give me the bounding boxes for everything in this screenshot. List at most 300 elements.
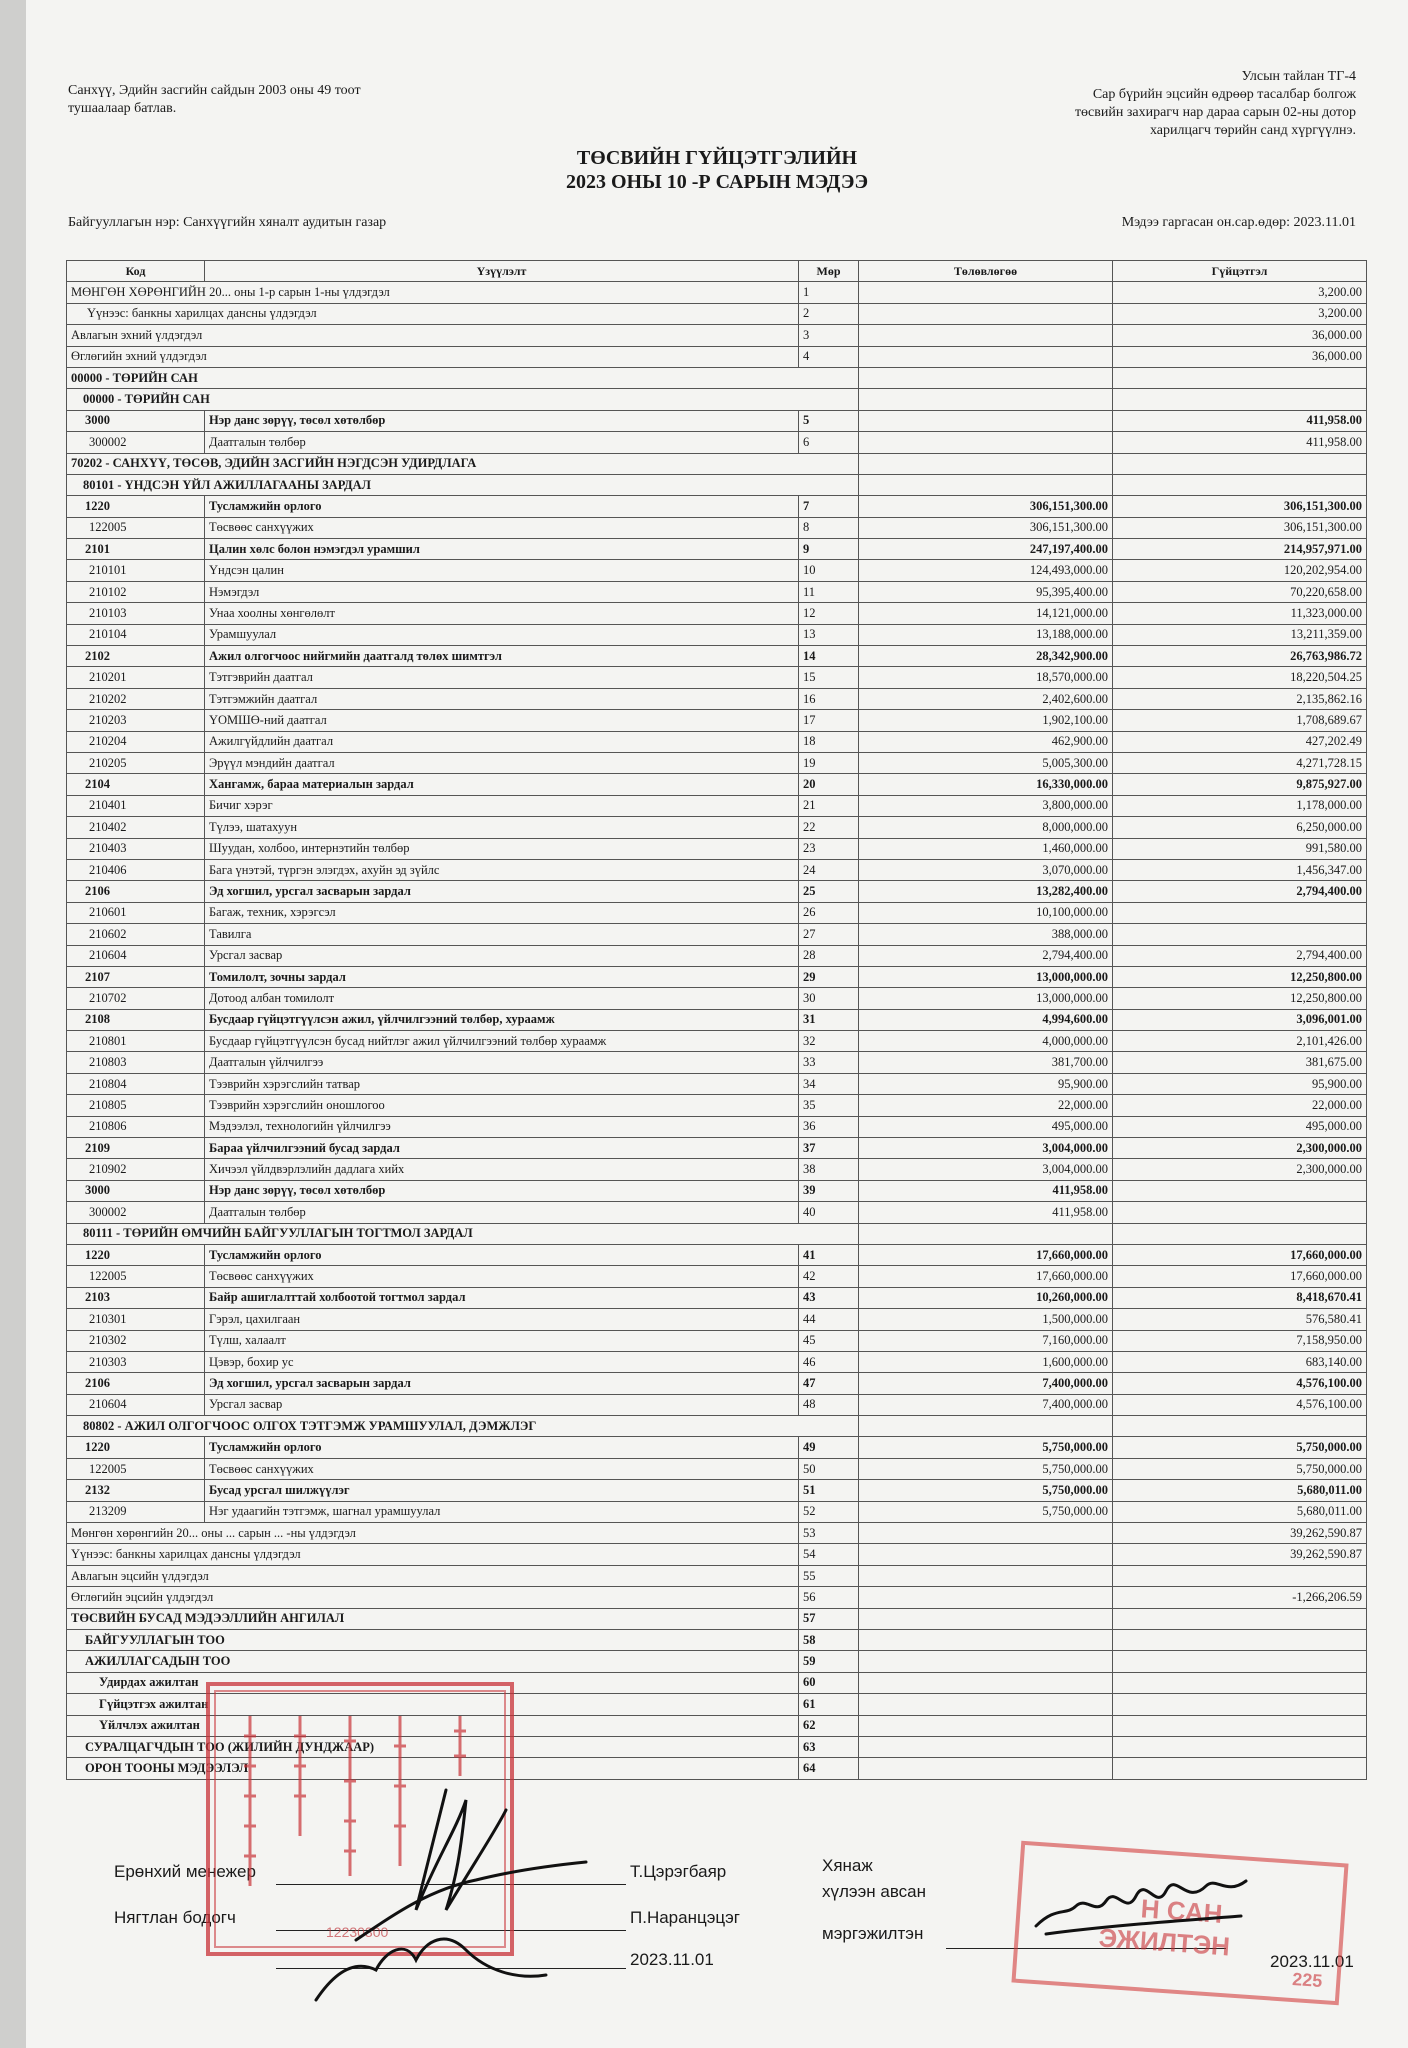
row-number: 13 [799,624,859,645]
report-date: Мэдээ гаргасан он.сар.өдөр: 2023.11.01 [1121,215,1356,230]
actual-cell: 13,211,359.00 [1113,624,1367,645]
item-name: Байр ашиглалттай холбоотой тогтмол зардал [205,1287,799,1308]
table-row [67,688,1367,709]
account-code: 213209 [67,1501,205,1522]
section-title: 00000 - ТӨРИЙН САН [67,389,859,410]
row-number: 35 [799,1095,859,1116]
plan-cell [859,1223,1113,1244]
item-name: Нэмэгдэл [205,581,799,602]
account-code: 2108 [67,1009,205,1030]
item-name: Даатгалын үйлчилгээ [205,1052,799,1073]
table-row [67,1565,1367,1586]
row-number: 19 [799,752,859,773]
plan-cell: 5,750,000.00 [859,1437,1113,1458]
plan-cell: 7,400,000.00 [859,1394,1113,1415]
account-code: 210403 [67,838,205,859]
account-code: 1220 [67,496,205,517]
account-code: 210301 [67,1309,205,1330]
section-title: 80101 - ҮНДСЭН ҮЙЛ АЖИЛЛАГААНЫ ЗАРДАЛ [67,474,859,495]
plan-cell: 381,700.00 [859,1052,1113,1073]
account-code: 210204 [67,731,205,752]
account-code: 210205 [67,752,205,773]
account-code: 210102 [67,581,205,602]
plan-cell: 462,900.00 [859,731,1113,752]
account-code: 3000 [67,410,205,431]
right-date: 2023.11.01 [1270,1952,1354,1971]
item-name: Үндсэн цалин [205,560,799,581]
account-code: 1220 [67,1244,205,1265]
plan-cell [859,1715,1113,1736]
header-code: Код [67,261,205,282]
title-line: ТӨСВИЙН ГҮЙЦЭТГЭЛИЙН [576,147,858,169]
actual-cell: 495,000.00 [1113,1116,1367,1137]
plan-cell [859,389,1113,410]
plan-cell [859,1587,1113,1608]
item-name: Хангамж, бараа материалын зардал [205,774,799,795]
plan-cell: 306,151,300.00 [859,496,1113,517]
account-code: 2132 [67,1480,205,1501]
table-row [67,560,1367,581]
item-name: Өглөгийн эхний үлдэгдэл [67,346,799,367]
row-number: 11 [799,581,859,602]
section-row [67,1416,1367,1437]
row-number: 40 [799,1202,859,1223]
row-number: 36 [799,1116,859,1137]
actual-cell: 2,300,000.00 [1113,1138,1367,1159]
actual-cell: 2,300,000.00 [1113,1159,1367,1180]
actual-cell: 576,580.41 [1113,1309,1367,1330]
reviewer-signature-icon [1026,1866,1256,1946]
actual-cell: 120,202,954.00 [1113,560,1367,581]
table-body [67,282,1367,1779]
item-name: Өглөгийн эцсийн үлдэгдэл [67,1587,799,1608]
table-row [67,346,1367,367]
stamp-text: Н САН [1139,1893,1224,1929]
account-code: 2102 [67,646,205,667]
table-row [67,1116,1367,1137]
table-row [67,1287,1367,1308]
row-number: 56 [799,1587,859,1608]
row-number: 7 [799,496,859,517]
table-row [67,432,1367,453]
document-page [26,0,1408,2048]
row-number: 37 [799,1138,859,1159]
table-row [67,1608,1367,1629]
table-row [67,325,1367,346]
plan-cell: 1,500,000.00 [859,1309,1113,1330]
item-name: Гүйцэтгэх ажилтан [67,1694,799,1715]
seal-code: 12230300 [326,1924,389,1940]
table-row [67,1437,1367,1458]
actual-cell: 9,875,927.00 [1113,774,1367,795]
actual-cell: 36,000.00 [1113,325,1367,346]
plan-cell [859,1544,1113,1565]
actual-cell [1113,1630,1367,1651]
account-code: 210604 [67,1394,205,1415]
item-name: Түлээ, шатахуун [205,817,799,838]
actual-cell: 1,456,347.00 [1113,859,1367,880]
account-code: 210602 [67,924,205,945]
account-code: 210805 [67,1095,205,1116]
table-row [67,667,1367,688]
table-row [67,838,1367,859]
row-number: 32 [799,1031,859,1052]
plan-cell: 10,100,000.00 [859,902,1113,923]
actual-cell [1113,1180,1367,1201]
item-name: Шуудан, холбоо, интернэтийн төлбөр [205,838,799,859]
item-name: Авлагын эцсийн үлдэгдэл [67,1565,799,1586]
plan-cell [859,1736,1113,1757]
stamp-text: ЭЖИЛТЭН [1097,1922,1231,1962]
item-name: Дотоод албан томилолт [205,988,799,1009]
actual-cell: 18,220,504.25 [1113,667,1367,688]
account-code: 122005 [67,1458,205,1479]
table-row [67,902,1367,923]
row-number: 31 [799,1009,859,1030]
item-name: Багаж, техник, хэрэгсэл [205,902,799,923]
header-row-number: Мөр [799,261,859,282]
item-name: Тавилга [205,924,799,945]
header-item: Үзүүлэлт [205,261,799,282]
row-number: 58 [799,1630,859,1651]
row-number: 38 [799,1159,859,1180]
item-name: ҮОМШӨ-ний даатгал [205,710,799,731]
table-row [67,1501,1367,1522]
account-code: 122005 [67,1266,205,1287]
account-code: 210702 [67,988,205,1009]
actual-cell: 11,323,000.00 [1113,603,1367,624]
item-name: Цэвэр, бохир ус [205,1351,799,1372]
plan-cell [859,367,1113,388]
actual-cell: 2,794,400.00 [1113,945,1367,966]
item-name: Удирдах ажилтан [67,1672,799,1693]
actual-cell [1113,1758,1367,1779]
row-number: 51 [799,1480,859,1501]
account-code: 210902 [67,1159,205,1180]
account-code: 210803 [67,1052,205,1073]
account-code: 210302 [67,1330,205,1351]
approval-note-line: Санхүү, Эдийн засгийн сайдын 2003 оны 49 тоот [68,83,361,98]
account-code: 210203 [67,710,205,731]
plan-cell: 18,570,000.00 [859,667,1113,688]
row-number: 12 [799,603,859,624]
table-row [67,1330,1367,1351]
table-row [67,1159,1367,1180]
table-row [67,752,1367,773]
form-note-line: Сар бүрийн эцсийн өдрөөр тасалбар болгож [1092,87,1356,102]
actual-cell: 26,763,986.72 [1113,646,1367,667]
plan-cell: 5,750,000.00 [859,1458,1113,1479]
approval-note-line: тушаалаар батлав. [68,101,177,116]
plan-cell [859,1758,1113,1779]
item-name: Бараа үйлчилгээний бусад зардал [205,1138,799,1159]
item-name: Нэг удаагийн тэтгэмж, шагнал урамшуулал [205,1501,799,1522]
account-code: 210104 [67,624,205,645]
section-row [67,389,1367,410]
plan-cell: 1,902,100.00 [859,710,1113,731]
plan-cell: 306,151,300.00 [859,517,1113,538]
account-code: 2109 [67,1138,205,1159]
table-row [67,1202,1367,1223]
section-row [67,1223,1367,1244]
plan-cell: 95,900.00 [859,1073,1113,1094]
account-code: 210202 [67,688,205,709]
table-row [67,1244,1367,1265]
row-number: 39 [799,1180,859,1201]
left-date: 2023.11.01 [630,1950,714,1969]
plan-cell: 5,005,300.00 [859,752,1113,773]
row-number: 59 [799,1651,859,1672]
item-name: Авлагын эхний үлдэгдэл [67,325,799,346]
actual-cell: 4,576,100.00 [1113,1373,1367,1394]
section-row [67,367,1367,388]
item-name: Үүнээс: банкны харилцах дансны үлдэгдэл [67,303,799,324]
table-row [67,731,1367,752]
item-name: Тээврийн хэрэгслийн оношлогоо [205,1095,799,1116]
row-number: 4 [799,346,859,367]
item-name: Мөнгөн хөрөнгийн 20... оны ... сарын ... -ны үлдэгдэл [67,1523,799,1544]
item-name: Нэр данс зөрүү, төсөл хөтөлбөр [205,410,799,431]
item-name: Урамшуулал [205,624,799,645]
item-name: МӨНГӨН ХӨРӨНГИЙН 20... оны 1-р сарын 1-ны үлдэгдэл [67,282,799,303]
item-name: БАЙГУУЛЛАГЫН ТОО [67,1630,799,1651]
plan-cell: 95,395,400.00 [859,581,1113,602]
account-code: 3000 [67,1180,205,1201]
row-number: 26 [799,902,859,923]
account-code: 210604 [67,945,205,966]
account-code: 210303 [67,1351,205,1372]
row-number: 52 [799,1501,859,1522]
table-row [67,795,1367,816]
row-number: 30 [799,988,859,1009]
actual-cell: 36,000.00 [1113,346,1367,367]
row-number: 9 [799,539,859,560]
actual-cell: 12,250,800.00 [1113,966,1367,987]
row-number: 14 [799,646,859,667]
plan-cell: 13,000,000.00 [859,966,1113,987]
item-name: Төсвөөс санхүүжих [205,517,799,538]
manager-label: Ерөнхий менежер [114,1862,256,1881]
plan-cell: 3,004,000.00 [859,1159,1113,1180]
actual-cell: 7,158,950.00 [1113,1330,1367,1351]
actual-cell [1113,389,1367,410]
row-number: 50 [799,1458,859,1479]
item-name: ТӨСВИЙН БУСАД МЭДЭЭЛЛИЙН АНГИЛАЛ [67,1608,799,1629]
review-label-line1: Хянаж [822,1856,873,1875]
table-row [67,517,1367,538]
account-code: 210101 [67,560,205,581]
table-row [67,817,1367,838]
table-row [67,410,1367,431]
actual-cell: 22,000.00 [1113,1095,1367,1116]
header-actual: Гүйцэтгэл [1113,261,1367,282]
table-row [67,624,1367,645]
item-name: Бага үнэтэй, түргэн элэгдэх, ахуйн эд зүйлс [205,859,799,880]
actual-cell: 5,680,011.00 [1113,1501,1367,1522]
actual-cell [1113,1608,1367,1629]
row-number: 28 [799,945,859,966]
actual-cell [1113,474,1367,495]
row-number: 1 [799,282,859,303]
actual-cell [1113,453,1367,474]
manager-name: Т.Цэрэгбаяр [630,1862,727,1881]
form-code: Улсын тайлан ТГ-4 [1241,69,1356,84]
row-number: 34 [799,1073,859,1094]
plan-cell [859,1608,1113,1629]
form-note-line: харилцагч төрийн санд хүргүүлнэ. [1149,123,1356,138]
plan-cell: 16,330,000.00 [859,774,1113,795]
section-row [67,453,1367,474]
actual-cell: 3,200.00 [1113,303,1367,324]
table-row [67,1009,1367,1030]
plan-cell: 5,750,000.00 [859,1480,1113,1501]
plan-cell: 3,800,000.00 [859,795,1113,816]
actual-cell [1113,902,1367,923]
plan-cell [859,303,1113,324]
row-number: 22 [799,817,859,838]
row-number: 27 [799,924,859,945]
account-code: 210201 [67,667,205,688]
plan-cell [859,453,1113,474]
plan-cell [859,1565,1113,1586]
actual-cell [1113,1736,1367,1757]
item-name: Урсгал засвар [205,1394,799,1415]
account-code: 2106 [67,881,205,902]
actual-cell [1113,1416,1367,1437]
document-title [26,146,1408,194]
row-number: 45 [799,1330,859,1351]
actual-cell: 306,151,300.00 [1113,517,1367,538]
actual-cell: 306,151,300.00 [1113,496,1367,517]
item-name: Даатгалын төлбөр [205,1202,799,1223]
plan-cell: 2,402,600.00 [859,688,1113,709]
account-code: 2106 [67,1373,205,1394]
item-name: Төсвөөс санхүүжих [205,1458,799,1479]
table-row [67,581,1367,602]
row-number: 64 [799,1758,859,1779]
actual-cell: 411,958.00 [1113,410,1367,431]
organization-name: Байгууллагын нэр: Санхүүгийн хяналт аудитын газар [68,215,387,230]
plan-cell [859,325,1113,346]
actual-cell: 2,135,862.16 [1113,688,1367,709]
actual-cell: -1,266,206.59 [1113,1587,1367,1608]
account-code: 210601 [67,902,205,923]
item-name: Эд хогшил, урсгал засварын зардал [205,881,799,902]
plan-cell: 411,958.00 [859,1202,1113,1223]
row-number: 62 [799,1715,859,1736]
table-row [67,774,1367,795]
plan-cell [859,1630,1113,1651]
plan-cell [859,474,1113,495]
item-name: Үйлчлэх ажилтан [67,1715,799,1736]
review-label-line2: хүлээн авсан [822,1882,927,1901]
row-number: 29 [799,966,859,987]
plan-cell: 10,260,000.00 [859,1287,1113,1308]
plan-cell [859,1651,1113,1672]
item-name: Тэтгэмжийн даатгал [205,688,799,709]
row-number: 21 [799,795,859,816]
row-number: 5 [799,410,859,431]
section-title: 70202 - САНХҮҮ, ТӨСӨВ, ЭДИЙН ЗАСГИЙН НЭГДСЭН УДИРДЛАГА [67,453,859,474]
actual-cell [1113,1672,1367,1693]
item-name: Эд хогшил, урсгал засварын зардал [205,1373,799,1394]
table-row [67,1031,1367,1052]
table-row [67,496,1367,517]
item-name: Эрүүл мэндийн даатгал [205,752,799,773]
actual-cell: 3,096,001.00 [1113,1009,1367,1030]
item-name: Тусламжийн орлого [205,496,799,517]
actual-cell: 991,580.00 [1113,838,1367,859]
approval-note [68,82,361,118]
table-row [67,1073,1367,1094]
plan-cell: 495,000.00 [859,1116,1113,1137]
plan-cell [859,432,1113,453]
row-number: 15 [799,667,859,688]
row-number: 2 [799,303,859,324]
table-row [67,1458,1367,1479]
table-row [67,1480,1367,1501]
row-number: 16 [799,688,859,709]
table-row [67,1373,1367,1394]
account-code: 210401 [67,795,205,816]
actual-cell: 39,262,590.87 [1113,1544,1367,1565]
row-number: 55 [799,1565,859,1586]
table-row [67,282,1367,303]
item-name: Цалин хөлс болон нэмэгдэл урамшил [205,539,799,560]
table-row [67,988,1367,1009]
item-name: СУРАЛЦАГЧДЫН ТОО (ЖИЛИЙН ДУНДЖААР) [67,1736,799,1757]
plan-cell: 247,197,400.00 [859,539,1113,560]
item-name: Нэр данс зөрүү, төсөл хөтөлбөр [205,1180,799,1201]
actual-cell: 17,660,000.00 [1113,1244,1367,1265]
actual-cell: 4,576,100.00 [1113,1394,1367,1415]
table-row [67,303,1367,324]
plan-cell [859,410,1113,431]
table-row [67,1266,1367,1287]
actual-cell: 3,200.00 [1113,282,1367,303]
actual-cell: 2,101,426.00 [1113,1031,1367,1052]
account-code: 210806 [67,1116,205,1137]
plan-cell: 1,460,000.00 [859,838,1113,859]
table-row [67,966,1367,987]
actual-cell: 1,178,000.00 [1113,795,1367,816]
actual-cell: 70,220,658.00 [1113,581,1367,602]
actual-cell [1113,1223,1367,1244]
stamp-number: 225 [1291,1968,1323,1992]
account-code: 2104 [67,774,205,795]
section-title: 80802 - АЖИЛ ОЛГОГЧООС ОЛГОХ ТЭТГЭМЖ УРАМШУУЛАЛ, ДЭМЖЛЭГ [67,1416,859,1437]
accountant-name: П.Наранцэцэг [630,1908,740,1927]
actual-cell: 1,708,689.67 [1113,710,1367,731]
item-name: Урсгал засвар [205,945,799,966]
row-number: 17 [799,710,859,731]
actual-cell: 4,271,728.15 [1113,752,1367,773]
actual-cell: 683,140.00 [1113,1351,1367,1372]
actual-cell [1113,1202,1367,1223]
plan-cell: 13,188,000.00 [859,624,1113,645]
row-number: 53 [799,1523,859,1544]
row-number: 49 [799,1437,859,1458]
item-name: Даатгалын төлбөр [205,432,799,453]
account-code: 210103 [67,603,205,624]
account-code: 2107 [67,966,205,987]
actual-cell [1113,367,1367,388]
plan-cell: 13,282,400.00 [859,881,1113,902]
row-number: 25 [799,881,859,902]
actual-cell [1113,924,1367,945]
row-number: 8 [799,517,859,538]
item-name: Тэтгэврийн даатгал [205,667,799,688]
